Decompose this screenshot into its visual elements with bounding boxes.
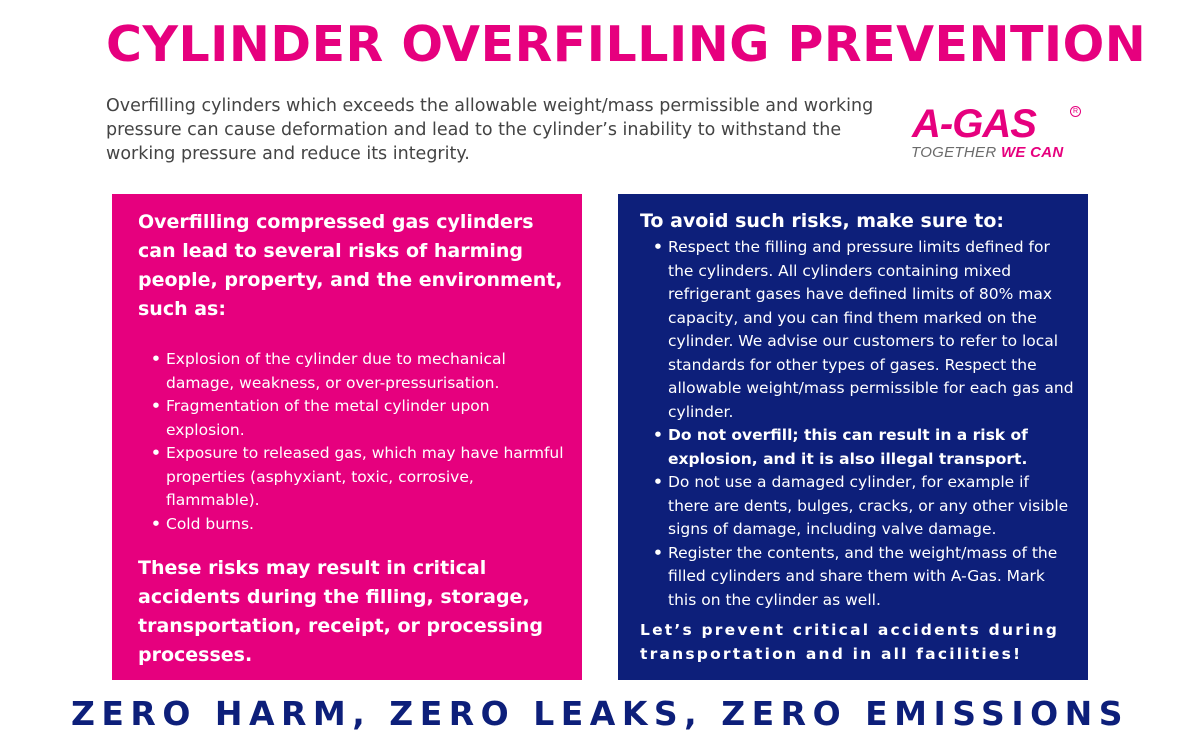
page-title: CYLINDER OVERFILLING PREVENTION (106, 16, 1147, 73)
intro-paragraph: Overfilling cylinders which exceeds the allowable weight/mass permissible and working pressure can cause deformation and lead to the cylinder’s inability to withstand the working pressure and reduce its integrity. (106, 96, 874, 164)
risks-outro: These risks may result in critical accidents during the filling, storage, transportation, receipt, or processing processes. (138, 557, 543, 666)
risks-list (138, 348, 564, 536)
risks-panel (112, 194, 582, 680)
precautions-list (640, 236, 1074, 612)
list-item: • Do not use a damaged cylinder, for example if there are dents, bulges, cracks, or any other visible signs of damage, including valve damage. (668, 471, 1074, 542)
footer-slogan: ZERO HARM, ZERO LEAKS, ZERO EMISSIONS (70, 694, 1130, 733)
precautions-closing: Let’s prevent critical accidents during transportation and in all facilities! (640, 621, 1060, 663)
list-item: • Respect the filling and pressure limits defined for the cylinders. All cylinders containing mixed refrigerant gases have defined limits of 80% max capacity, and you can find them marked on the cylinder. We advise our customers to refer to local standards for other types of gases. Respect the allowable weight/mass permissible for each gas and cylinder. (668, 236, 1074, 424)
precautions-lead: To avoid such risks, make sure to: (640, 210, 1004, 232)
logo-wordmark: A-GAS (912, 102, 1036, 146)
risks-lead: Overfilling compressed gas cylinders can lead to several risks of harming people, property, and the environment, such as: (138, 211, 563, 320)
tagline-together: TOGETHER (911, 144, 1001, 161)
registered-mark-icon: R (1070, 106, 1081, 117)
list-item-warning: • Do not overfill; this can result in a risk of explosion, and it is also illegal transport. (668, 424, 1074, 471)
precautions-panel (618, 194, 1088, 680)
list-item: • Register the contents, and the weight/mass of the filled cylinders and share them with A-Gas. Mark this on the cylinder as well. (668, 542, 1074, 613)
list-item: • Cold burns. (166, 513, 564, 537)
logo-tagline (911, 144, 1064, 162)
list-item: • Explosion of the cylinder due to mechanical damage, weakness, or over-pressurisation. (166, 348, 564, 395)
list-item: • Fragmentation of the metal cylinder upon explosion. (166, 395, 564, 442)
list-item: • Exposure to released gas, which may have harmful properties (asphyxiant, toxic, corrosive, flammable). (166, 442, 564, 513)
tagline-we-can: WE CAN (1000, 144, 1064, 161)
a-gas-logo (908, 104, 1088, 164)
